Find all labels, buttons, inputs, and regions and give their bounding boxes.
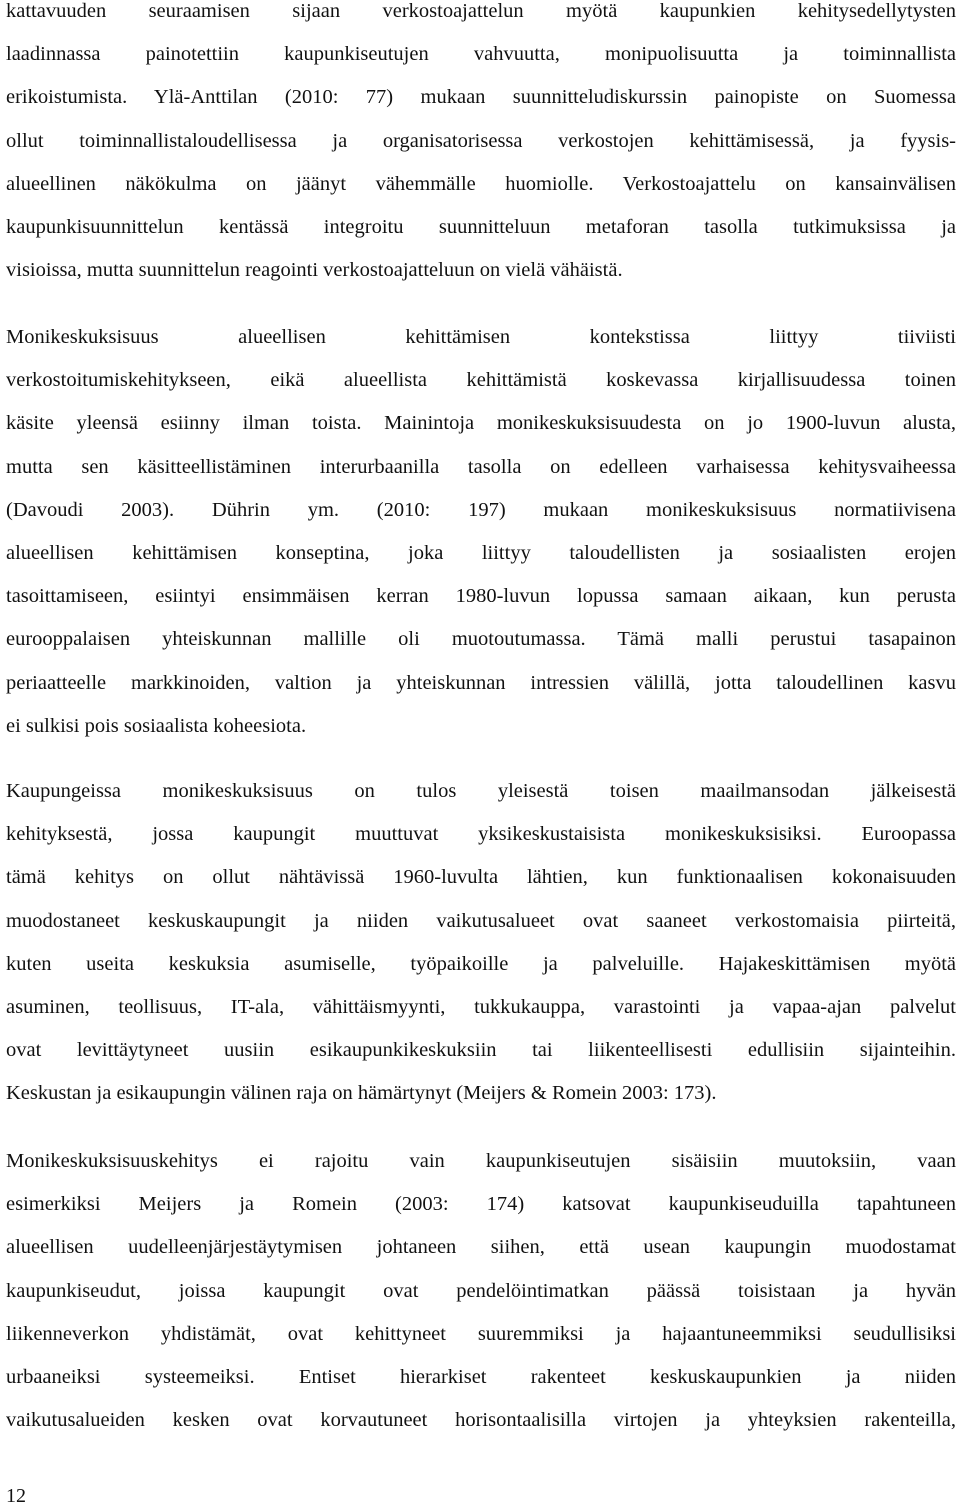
text-line: verkostoitumiskehitykseen, eikä alueellista kehittämistä koskevassa kirjallisuudessa toinen (6, 369, 956, 392)
text-line: tämä kehitys on ollut nähtävissä 1960-luvulta lähtien, kun funktionaalisen kokonaisuuden (6, 866, 956, 889)
text-line: eurooppalaisen yhteiskunnan mallille oli muotoutumassa. Tämä malli perustui tasapainon (6, 628, 956, 651)
text-line: esimerkiksi Meijers ja Romein (2003: 174) katsovat kaupunkiseuduilla tapahtuneen (6, 1193, 956, 1216)
text-line: liikenneverkon yhdistämät, ovat kehittyneet suuremmiksi ja hajaantuneemmiksi seudullisiksi (6, 1322, 956, 1345)
text-line: ovat levittäytyneet uusiin esikaupunkikeskuksiin tai liikenteellisesti edullisiin sijainteihin. (6, 1039, 956, 1062)
text-line: (Davoudi 2003). Dührin ym. (2010: 197) mukaan monikeskuksisuus normatiivisena (6, 498, 956, 521)
text-line: mutta sen käsitteellistäminen interurbaanilla tasolla on edelleen varhaisessa kehitysvaiheessa (6, 455, 956, 478)
text-line: asuminen, teollisuus, IT-ala, vähittäismyynti, tukkukauppa, varastointi ja vapaa-ajan palvelut (6, 995, 956, 1018)
text-line: laadinnassa painotettiin kaupunkiseutujen vahvuutta, monipuolisuutta ja toiminnallista (6, 43, 956, 66)
text-line: ollut toiminnallistaloudellisessa ja organisatorisessa verkostojen kehittämisessä, ja fyysis- (6, 129, 956, 152)
text-line: kaupunkisuunnittelun kentässä integroitu suunnitteluun metaforan tasolla tutkimuksissa ja (6, 215, 956, 238)
text-line: kaupunkiseudut, joissa kaupungit ovat pendelöintimatkan päässä toisistaan ja hyvän (6, 1279, 956, 1302)
text-line: ei sulkisi pois sosiaalista koheesiota. (6, 714, 307, 737)
text-line: erikoistumista. Ylä-Anttilan (2010: 77) mukaan suunnitteludiskurssin painopiste on Suomessa (6, 86, 956, 109)
text-line: alueellinen näkökulma on jäänyt vähemmälle huomiolle. Verkostoajattelu on kansainvälisen (6, 172, 956, 195)
text-line: tasoittamiseen, esiintyi ensimmäisen kerran 1980-luvun lopussa samaan aikaan, kun perusta (6, 585, 956, 608)
text-line: muodostaneet keskuskaupungit ja niiden vaikutusalueet ovat saaneet verkostomaisia piirteitä, (6, 909, 956, 932)
text-line: visioissa, mutta suunnittelun reagointi verkostoajatteluun on vielä vähäistä. (6, 259, 623, 282)
paragraph-2 (6, 316, 956, 748)
text-line: kattavuuden seuraamisen sijaan verkostoajattelun myötä kaupunkien kehitysedellytysten (6, 0, 956, 22)
text-line: vaikutusalueiden kesken ovat korvautuneet horisontaalisilla virtojen ja yhteyksien rakenteilla, (6, 1409, 956, 1432)
page-number: 12 (6, 1485, 26, 1507)
text-line: Keskustan ja esikaupungin välinen raja on hämärtynyt (Meijers & Romein 2003: 173). (6, 1082, 717, 1105)
paragraph-3 (6, 770, 956, 1116)
text-line: urbaaneiksi systeemeiksi. Entiset hierarkiset rakenteet keskuskaupunkien ja niiden (6, 1365, 956, 1388)
text-line: Monikeskuksisuuskehitys ei rajoitu vain kaupunkiseutujen sisäisiin muutoksiin, vaan (6, 1150, 956, 1172)
text-line: Monikeskuksisuus alueellisen kehittämisen kontekstissa liittyy tiiviisti (6, 326, 956, 348)
text-line: kuten useita keskuksia asumiselle, työpaikoille ja palveluille. Hajakeskittämisen myötä (6, 952, 956, 975)
paragraph-4 (6, 1140, 956, 1442)
paragraph-1 (6, 0, 956, 292)
text-line: kehityksestä, jossa kaupungit muuttuvat yksikeskustaisista monikeskuksisiksi. Euroopassa (6, 823, 956, 846)
text-line: alueellisen uudelleenjärjestäytymisen johtaneen siihen, että usean kaupungin muodostamat (6, 1236, 956, 1259)
text-line: periaatteelle markkinoiden, valtion ja yhteiskunnan intressien välillä, jotta taloudellinen kasvu (6, 671, 956, 694)
text-line: Kaupungeissa monikeskuksisuus on tulos yleisestä toisen maailmansodan jälkeisestä (6, 780, 956, 802)
text-line: alueellisen kehittämisen konseptina, joka liittyy taloudellisten ja sosiaalisten erojen (6, 541, 956, 564)
text-line: käsite yleensä esiinny ilman toista. Mainintoja monikeskuksisuudesta on jo 1900-luvun alusta, (6, 412, 956, 435)
